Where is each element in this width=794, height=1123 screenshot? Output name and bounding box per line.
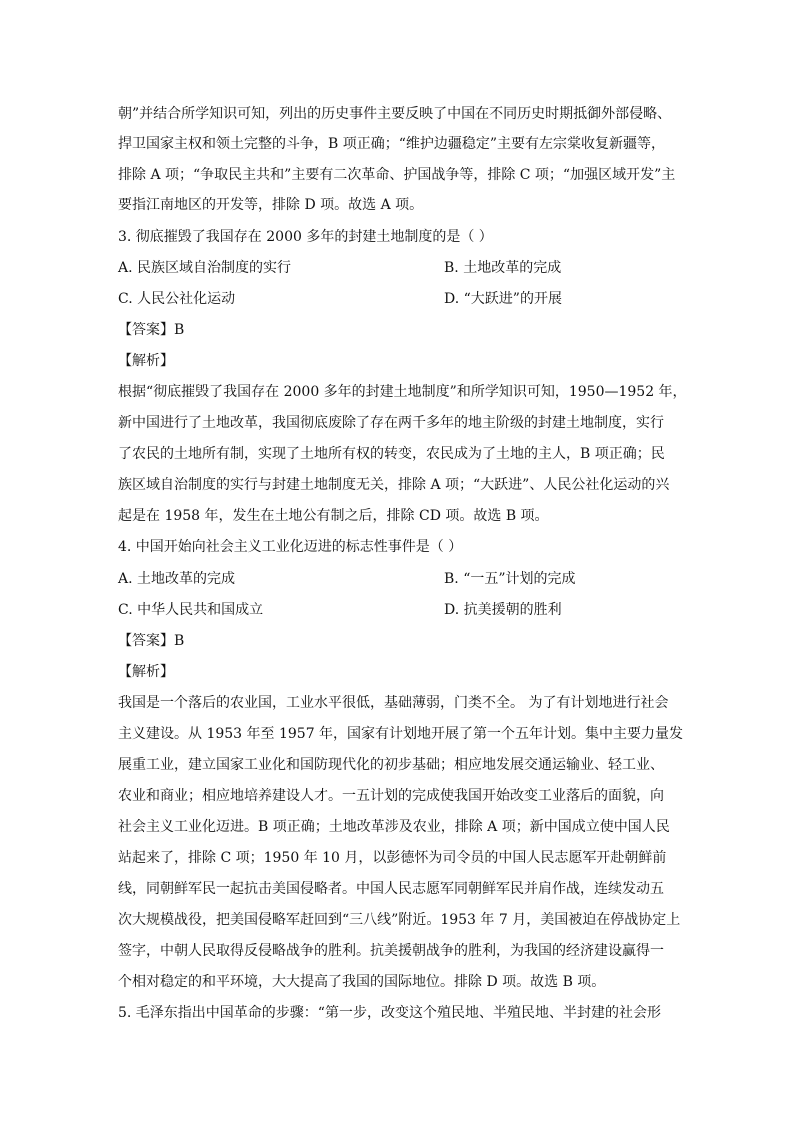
question-5-stem: 5. 毛泽东指出中国革命的步骤：“第一步，改变这个殖民地、半殖民地、半封建的社会形 xyxy=(118,1005,661,1021)
text-line: 我国是一个落后的农业国，工业水平很低，基础薄弱，门类不全。 为了有计划地进行社会 xyxy=(118,695,669,711)
text-line: 要指江南地区的开发等，排除 D 项。故选 A 项。 xyxy=(118,197,424,213)
q4-answer: 【答案】B xyxy=(118,633,185,649)
question-3-stem: 3. 彻底摧毁了我国存在 2000 多年的封建土地制度的是（ ） xyxy=(118,229,493,245)
text-line: 族区域自治制度的实行与封建土地制度无关，排除 A 项；“大跃进”、人民公社化运动的兴 xyxy=(118,477,670,493)
text-line: 次大规模战役，把美国侵略军赶回到“三八线”附近。1953 年 7 月，美国被迫在停战协定上 xyxy=(118,912,681,928)
text-line: 展重工业，建立国家工业化和国防现代化的初步基础；相应地发展交通运输业、轻工业、 xyxy=(118,757,664,773)
text-line: 根据“彻底摧毁了我国存在 2000 多年的封建土地制度”和所学知识可知，1950—1952 年， xyxy=(118,384,687,400)
q4-analysis-heading: 【解析】 xyxy=(118,664,174,680)
text-line: 线，同朝鲜军民一起抗击美国侵略者。中国人民志愿军同朝鲜军民并肩作战，连续发动五 xyxy=(118,881,664,897)
q3-option-d: D. “大跃进”的开展 xyxy=(444,291,562,307)
q3-option-b: B. 土地改革的完成 xyxy=(444,260,562,276)
text-line: 起是在 1958 年，发生在土地公有制之后，排除 CD 项。故选 B 项。 xyxy=(118,508,549,524)
q4-option-d: D. 抗美援朝的胜利 xyxy=(444,602,562,618)
text-line: 个相对稳定的和平环境，大大提高了我国的国际地位。排除 D 项。故选 B 项。 xyxy=(118,974,606,990)
text-line: 签字，中朝人民取得反侵略战争的胜利。抗美援朝战争的胜利，为我国的经济建设赢得一 xyxy=(118,943,664,959)
q4-option-b: B. “一五”计划的完成 xyxy=(444,571,576,587)
text-line: 主义建设。从 1953 年至 1957 年，国家有计划地开展了第一个五年计划。集中主要力量发 xyxy=(118,726,684,742)
q3-option-a: A. 民族区域自治制度的实行 xyxy=(118,260,292,276)
q4-option-c: C. 中华人民共和国成立 xyxy=(118,602,264,618)
text-line: 新中国进行了土地改革，我国彻底废除了存在两千多年的地主阶级的封建土地制度，实行 xyxy=(118,415,664,431)
text-line: 站起来了，排除 C 项；1950 年 10 月，以彭德怀为司令员的中国人民志愿军开赴朝鲜前 xyxy=(118,850,667,866)
q4-option-a: A. 土地改革的完成 xyxy=(118,571,236,587)
q3-option-c: C. 人民公社化运动 xyxy=(118,291,236,307)
question-4-stem: 4. 中国开始向社会主义工业化迈进的标志性事件是（ ） xyxy=(118,539,463,555)
text-line: 捍卫国家主权和领土完整的斗争，B 项正确；“维护边疆稳定”主要有左宗棠收复新疆等， xyxy=(118,136,666,152)
text-line: 排除 A 项；“争取民主共和”主要有二次革命、护国战争等，排除 C 项；“加强区域开发”主 xyxy=(118,167,676,183)
text-line: 农业和商业；相应地培养建设人才。一五计划的完成使我国开始改变工业落后的面貌，向 xyxy=(118,788,664,804)
text-line: 社会主义工业化迈进。B 项正确；土地改革涉及农业，排除 A 项；新中国成立使中国人民 xyxy=(118,819,670,835)
q3-answer: 【答案】B xyxy=(118,322,185,338)
q3-analysis-heading: 【解析】 xyxy=(118,353,174,369)
text-line: 了农民的土地所有制，实现了土地所有权的转变，农民成为了土地的主人，B 项正确；民 xyxy=(118,446,665,462)
text-line: 朝”并结合所学知识可知，列出的历史事件主要反映了中国在不同历史时期抵御外部侵略、 xyxy=(118,106,672,122)
